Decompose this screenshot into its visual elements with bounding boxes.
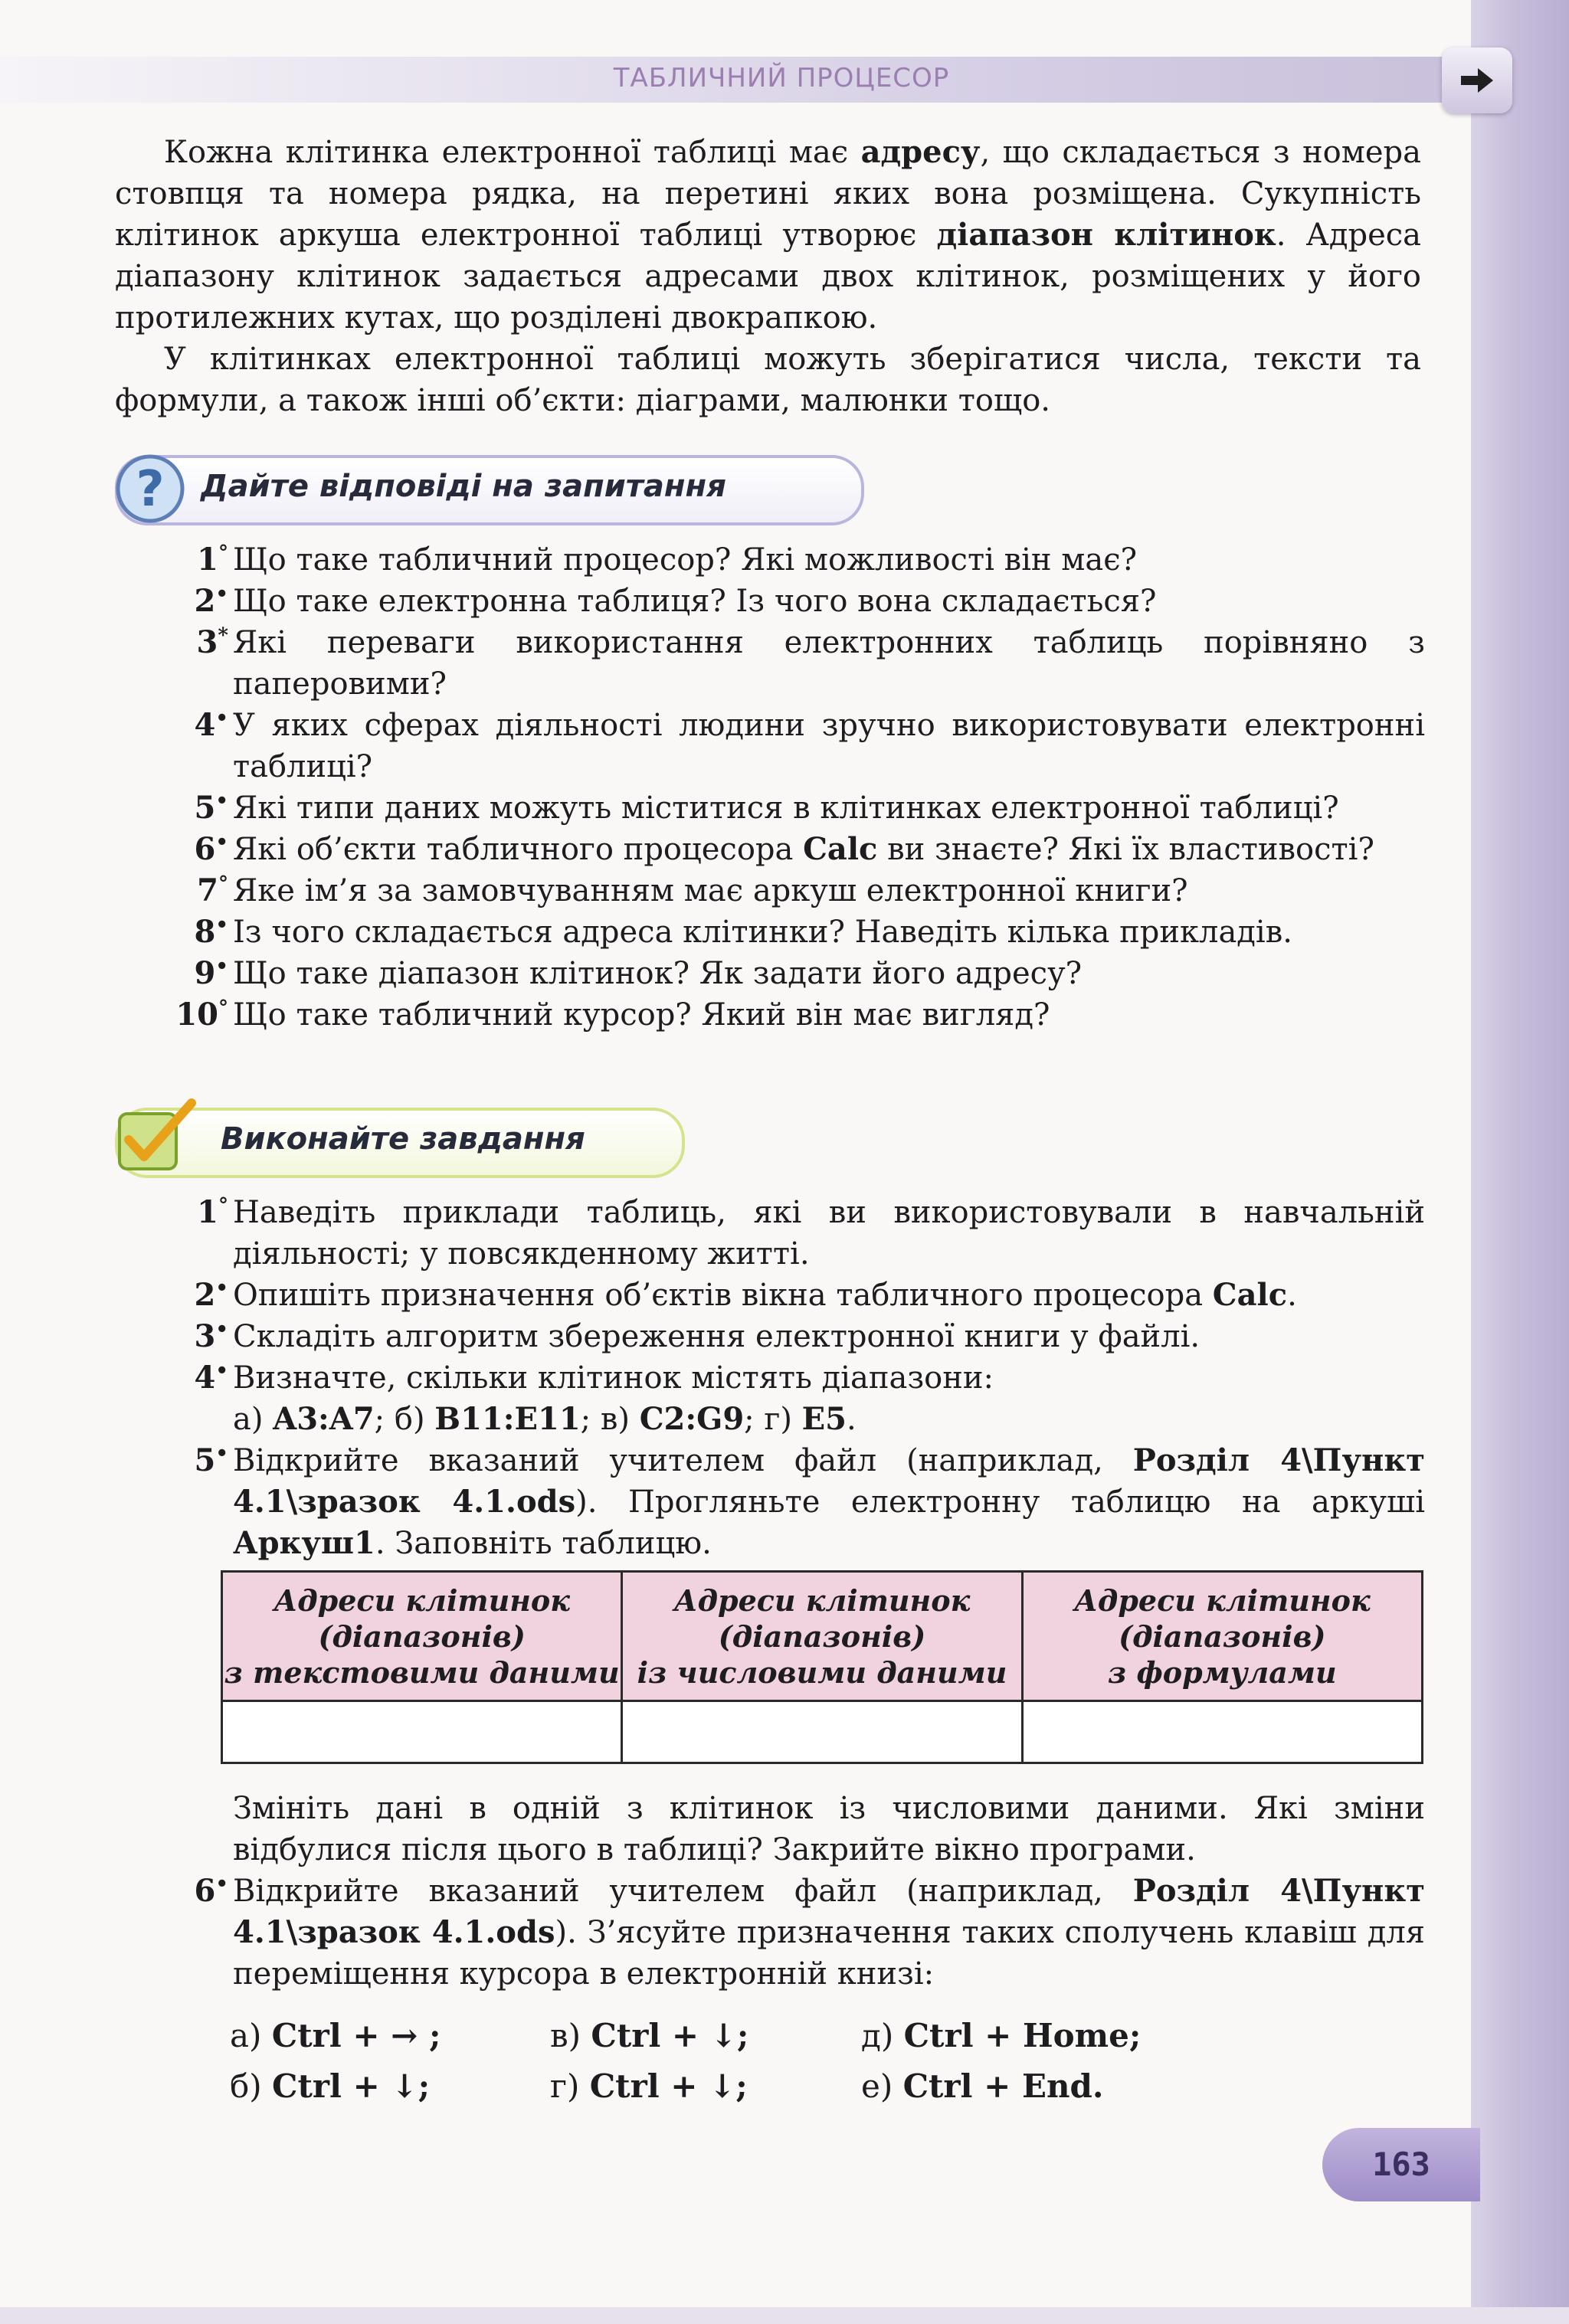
intro-paragraph-1: Кожна клітинка електронної таблиці має адресу, що складається з номера стовпця та номера рядка, на перетині яких вона розміщена. Сукупність клітинок аркуша електронної таблиці утворює діапазон клітинок. Адреса діапазону клітинок задається адресами двох клітинок, розміщених у його протилежних кутах, що розділені двокрапкою.	[115, 134, 1421, 336]
table-cell	[222, 1701, 622, 1763]
question-item: 5• Які типи даних можуть міститися в клітинках електронної таблиці?	[194, 790, 1339, 826]
key-combinations	[230, 2011, 1226, 2112]
table-header-cell: Адреси клітинок (діапазонів) з текстовими даними	[222, 1572, 622, 1701]
table-row	[222, 1701, 1423, 1763]
tasks-title: Виконайте завдання	[221, 1121, 585, 1157]
next-page-button[interactable]	[1442, 47, 1512, 113]
key-item: в) Ctrl + ↓;	[550, 2017, 749, 2054]
svg-text:?: ?	[136, 461, 165, 518]
range-a: а) A3:A7;	[233, 1401, 395, 1437]
fill-in-table	[221, 1570, 1423, 1764]
range-c: в) C2:G9;	[600, 1401, 765, 1437]
question-item: 10° Що таке табличний курсор? Який він має вигляд?	[175, 997, 1050, 1033]
question-item: 4• У яких сферах діяльності людини зручно використовувати електронні таблиці?	[194, 707, 1425, 784]
range-d: г) E5.	[764, 1401, 857, 1437]
task-item: 2• Опишіть призначення об’єктів вікна табличного процесора Calc.	[194, 1277, 1297, 1313]
key-item: б) Ctrl + ↓;	[230, 2067, 431, 2105]
key-row	[230, 2011, 1226, 2061]
table-header-cell: Адреси клітинок (діапазонів) з формулами	[1022, 1572, 1422, 1701]
side-strip	[1471, 0, 1569, 2324]
task-item: 6• Відкрийте вказаний учителем файл (наприклад, Розділ 4\Пункт 4.1\зразок 4.1.ods). З’ясуйте призначення таких сполучень клавіш для переміщення курсора в електронній книзі:	[194, 1873, 1425, 1992]
bottom-bar	[0, 2307, 1569, 2324]
task-item: 1° Наведіть приклади таблиць, які ви використовували в навчальній діяльності; у повсякденному житті.	[197, 1194, 1425, 1272]
tasks-list	[138, 1192, 1425, 1564]
question-item: 8• Із чого складається адреса клітинки? Наведіть кілька прикладів.	[194, 914, 1292, 950]
table-header-row	[222, 1572, 1423, 1701]
question-item: 6• Які об’єкти табличного процесора Calc ви знаєте? Які їх властивості?	[194, 831, 1374, 867]
key-item: г) Ctrl + ↓;	[550, 2067, 748, 2105]
checkmark-icon	[109, 1095, 199, 1180]
key-item: е) Ctrl + End.	[861, 2067, 1104, 2105]
table-cell	[622, 1701, 1022, 1763]
tasks-list-continued	[138, 1788, 1425, 1995]
key-item: д) Ctrl + Home;	[861, 2017, 1142, 2054]
range-b: б) B11:E11;	[394, 1401, 601, 1437]
intro-paragraph-2: У клітинках електронної таблиці можуть зберігатися числа, тексти та формули, а також інші об’єкти: діаграми, малюнки тощо.	[115, 342, 1421, 418]
arrow-right-icon	[1458, 65, 1496, 96]
key-item: а) Ctrl + → ;	[230, 2017, 441, 2054]
section-title: ТАБЛИЧНИЙ ПРОЦЕСОР	[613, 63, 950, 93]
question-item: 9• Що таке діапазон клітинок? Як задати його адресу?	[194, 955, 1083, 991]
question-item: 1° Що таке табличний процесор? Які можливості він має?	[197, 542, 1138, 578]
task-item: 5• Відкрийте вказаний учителем файл (наприклад, Розділ 4\Пункт 4.1\зразок 4.1.ods). Прогляньте електронну таблицю на аркуші Аркуш1. Заповніть таблицю.	[194, 1442, 1425, 1561]
questions-title: Дайте відповіді на запитання	[201, 469, 726, 504]
table-cell	[1022, 1701, 1422, 1763]
table-header-cell: Адреси клітинок (діапазонів) із числовими даними	[622, 1572, 1022, 1701]
page-number: 163	[1322, 2128, 1480, 2201]
task-note: Змініть дані в одній з клітинок із числовими даними. Які зміни відбулися після цього в таблиці? Закрийте вікно програми.	[233, 1791, 1425, 1867]
task-item: 4• Визначте, скільки клітинок містять діапазони: а) A3:A7; б) B11:E11; в) C2:G9; г) E5.	[194, 1360, 994, 1437]
key-row	[230, 2061, 1226, 2112]
question-icon	[113, 452, 187, 525]
question-item: 2• Що таке електронна таблиця? Із чого вона складається?	[194, 583, 1157, 619]
question-item: 7° Яке ім’я за замовчуванням має аркуш електронної книги?	[197, 872, 1188, 908]
question-item: 3* Які переваги використання електронних таблиць порівняно з паперовими?	[196, 624, 1425, 702]
task-item: 3• Складіть алгоритм збереження електронної книги у файлі.	[194, 1318, 1200, 1354]
questions-list	[138, 539, 1425, 1036]
